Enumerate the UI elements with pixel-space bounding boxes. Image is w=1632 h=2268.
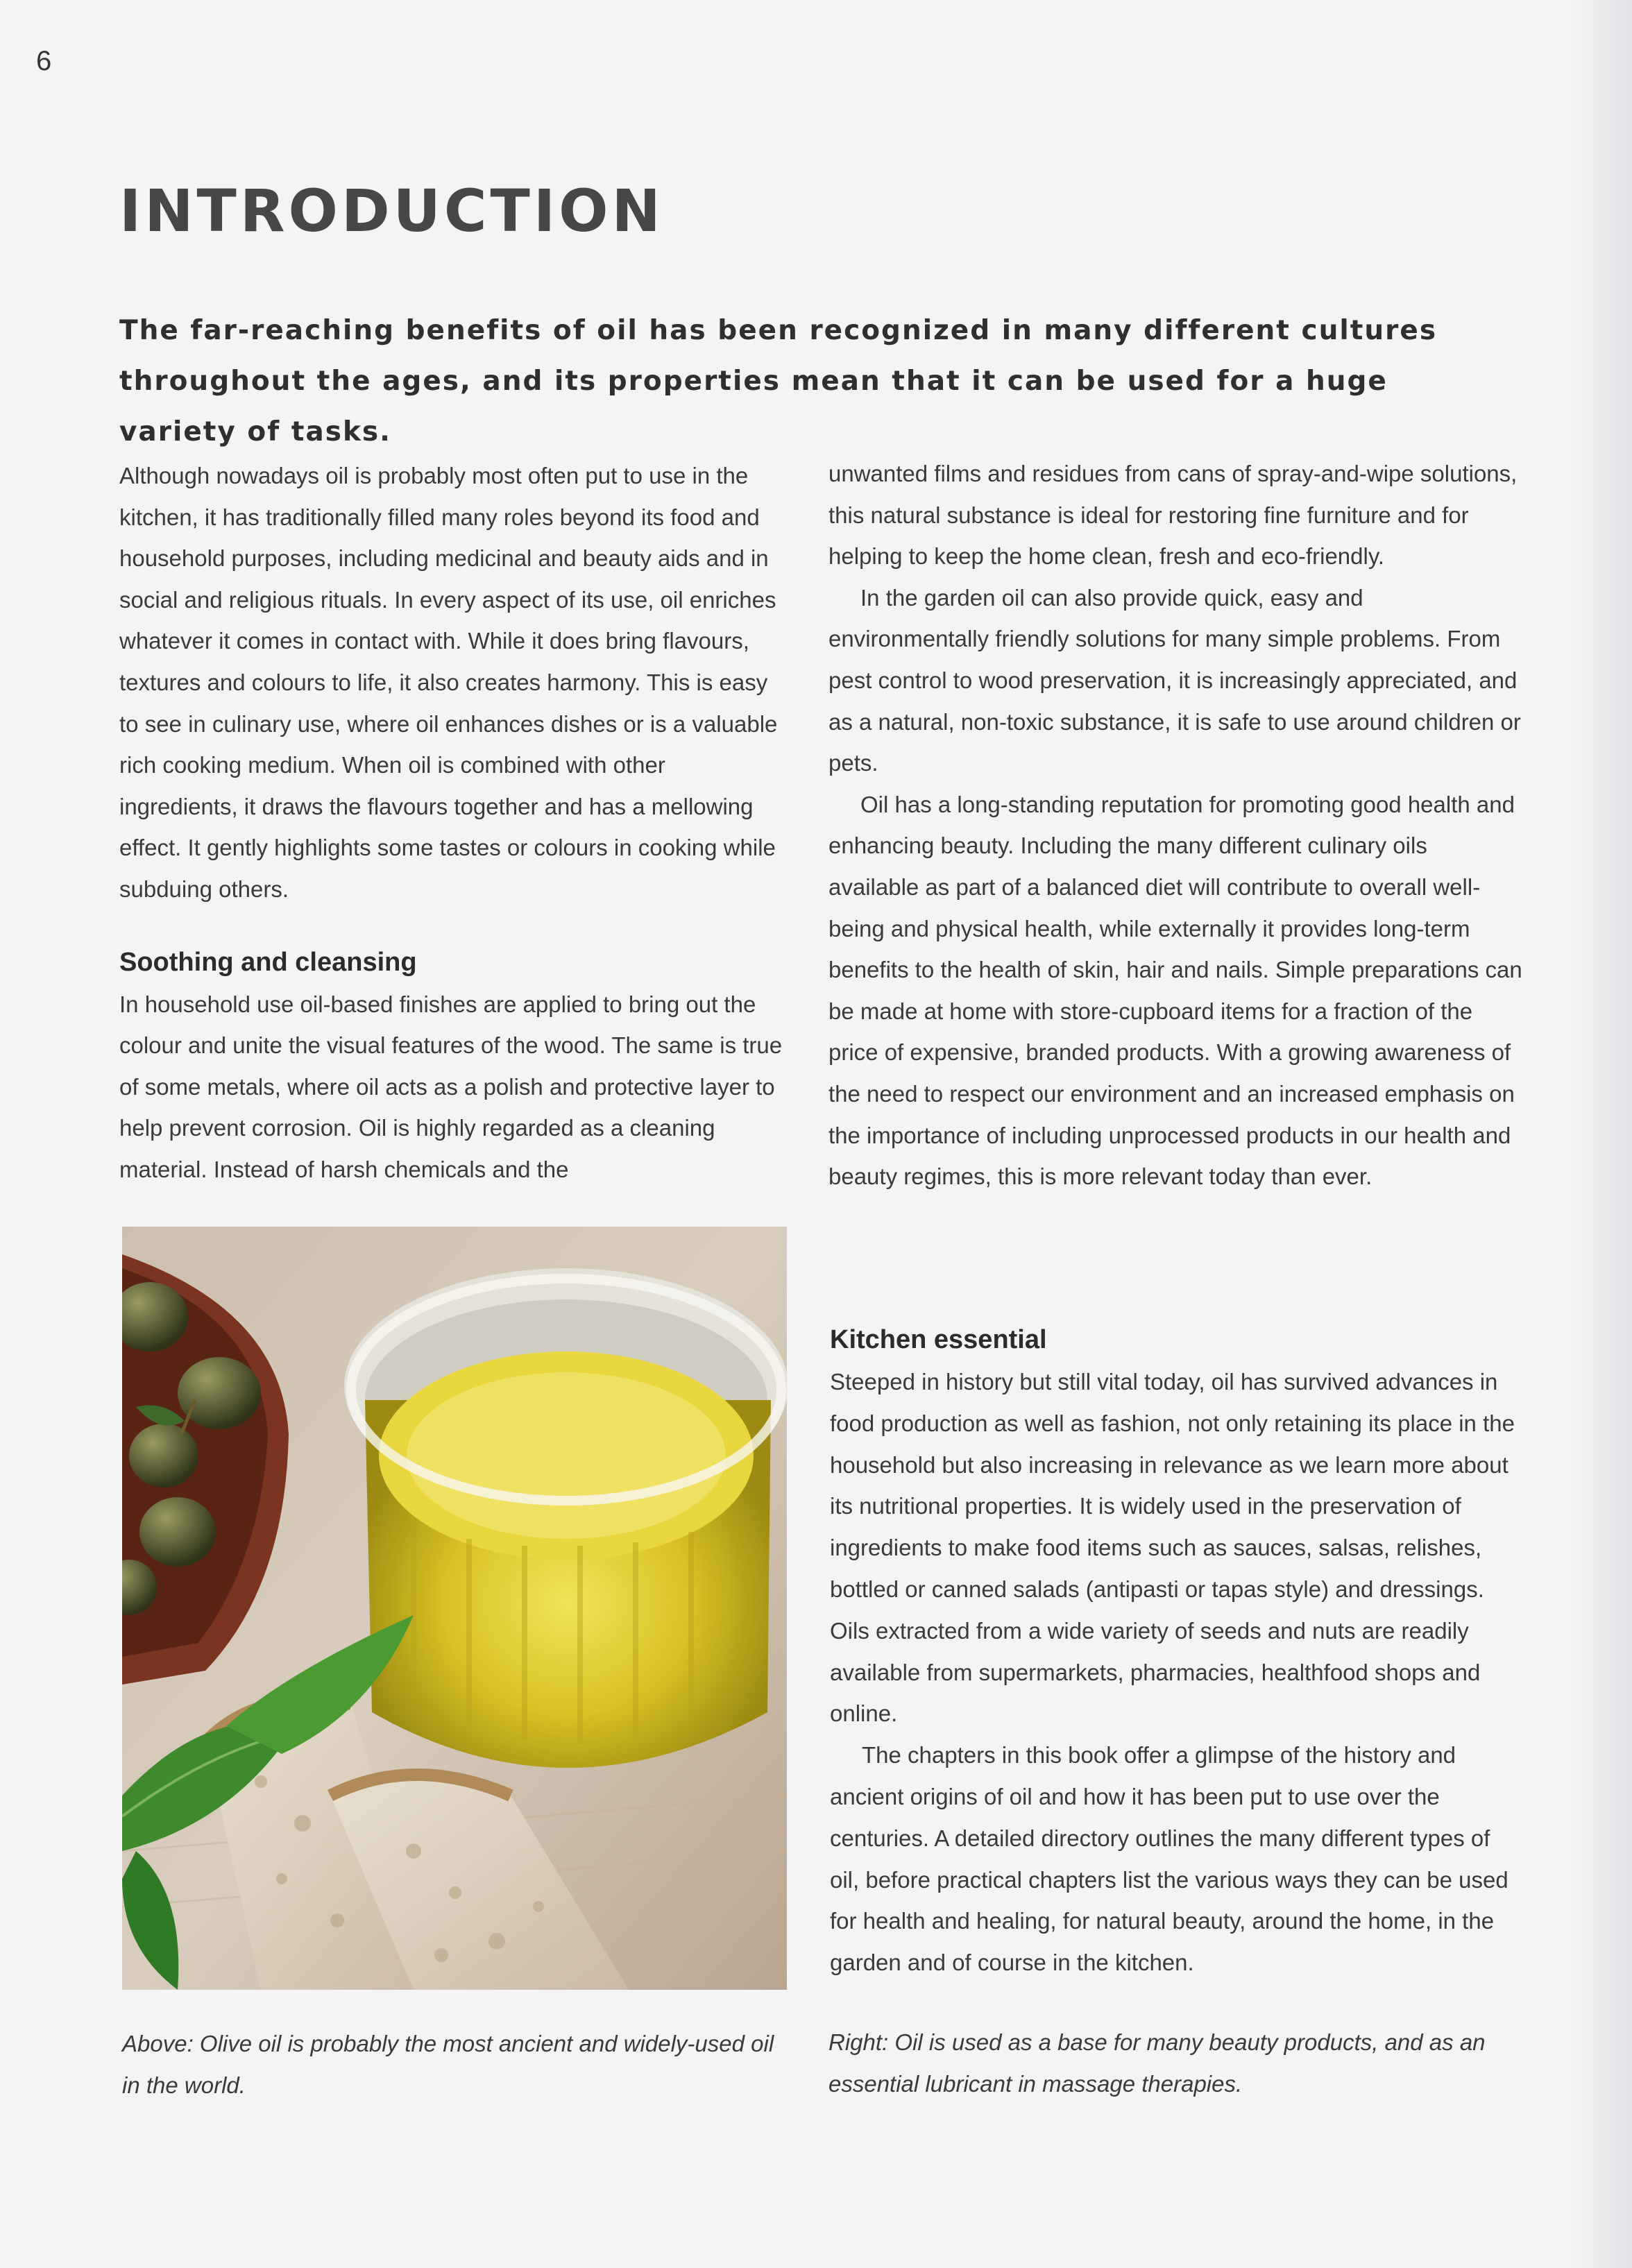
page-title: INTRODUCTION xyxy=(119,177,664,245)
photo-caption-left: Above: Olive oil is probably the most ancient and widely-used oil in the world. xyxy=(122,2031,774,2098)
olive xyxy=(139,1497,216,1567)
olive-oil-photo xyxy=(122,1227,787,1990)
left-column xyxy=(119,455,785,1191)
garden-paragraph: In the garden oil can also provide quick, easy and environmentally friendly solutions for many simple problems. From pest control to wood preservation, it is increasingly appreciated, and as a natural, non-toxic substance, it is safe to use around children or pets. xyxy=(828,584,1521,776)
page-edge-shadow xyxy=(1570,0,1632,2268)
page-number: 6 xyxy=(36,46,52,76)
olive xyxy=(129,1424,198,1487)
olive xyxy=(178,1357,261,1429)
kitchen-section xyxy=(830,1318,1524,1984)
lead-paragraph: The far-reaching benefits of oil has been recognized in many different cultures throughout the ages, and its properties mean that it can be used for a huge variety of tasks. xyxy=(119,315,1438,447)
right-column xyxy=(828,453,1522,1197)
household-paragraph: In household use oil-based finishes are applied to bring out the colour and unite the visual features of the wood. The same is true of some metals, where oil acts as a polish and protective layer to help prevent corrosion. Oil is highly regarded as a cleaning material. Instead of harsh chemicals and the xyxy=(119,991,783,1182)
health-paragraph: Oil has a long-standing reputation for promoting good health and enhancing beauty. Including the many different culinary oils available as part of a balanced diet will contribute to overall well-being and physical health, while externally it provides long-term benefits to the health of skin, hair and nails. Simple preparations can be made at home with store-cupboard items for a fraction of the price of expensive, branded products. With a growing awareness of the need to respect our environment and an increased emphasis on the importance of including unprocessed products in our health and beauty regimes, this is more relevant today than ever. xyxy=(828,791,1522,1190)
intro-paragraph: Although nowadays oil is probably most often put to use in the kitchen, it has traditionally filled many roles beyond its food and household purposes, including medicinal and beauty aids and in social and religious rituals. In every aspect of its use, oil enriches whatever it comes in contact with. While it does bring flavours, textures and colours to life, it also creates harmony. This is easy to see in culinary use, where oil enhances dishes or is a valuable rich cooking medium. When oil is combined with other ingredients, it draws the flavours together and has a mellowing effect. It gently highlights some tastes or colours in cooking while subduing others. xyxy=(119,463,778,902)
kitchen-paragraph: Steeped in history but still vital today, oil has survived advances in food production as well as fashion, not only retaining its place in the household but also increasing in relevance as we learn more about its nutritional properties. It is widely used in the preservation of ingredients to make food items such as sauces, salsas, relishes, bottled or canned salads (antipasti or tapas style) and dressings. Oils extracted from a wide variety of seeds and nuts are readily available from supermarkets, pharmacies, healthfood shops and online. xyxy=(830,1369,1515,1727)
chapters-paragraph: The chapters in this book offer a glimpse of the history and ancient origins of oil and how it has been put to use over the centuries. A detailed directory outlines the many different types of oil, before practical chapters list the various ways they can be used for health and healing, for natural beauty, around the home, in the garden and of course in the kitchen. xyxy=(830,1742,1508,1976)
continued-paragraph: unwanted films and residues from cans of spray-and-wipe solutions, this natural substance is ideal for restoring fine furniture and for helping to keep the home clean, fresh and eco-friendly. xyxy=(828,461,1518,570)
subheading-soothing-cleansing: Soothing and cleansing xyxy=(119,947,417,977)
photo-caption-right: Right: Oil is used as a base for many beauty products, and as an essential lubricant in massage therapies. xyxy=(828,2029,1486,2097)
subheading-kitchen-essential: Kitchen essential xyxy=(830,1325,1047,1354)
